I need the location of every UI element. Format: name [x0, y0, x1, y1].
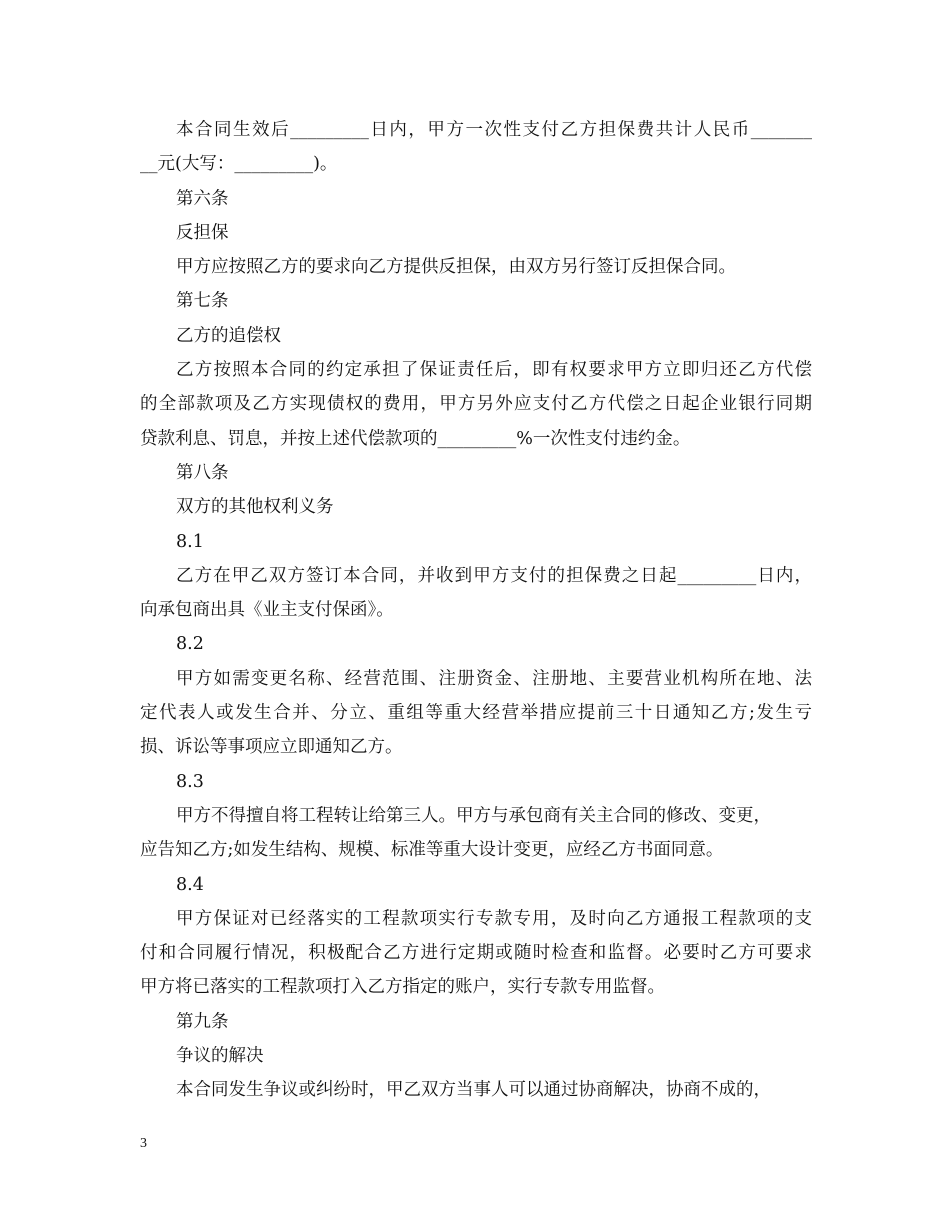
text-line: 8.4 [176, 874, 204, 895]
text-line: 争议的解决 [176, 1046, 264, 1067]
text-line: 8.3 [176, 771, 204, 792]
text-line: 乙方按照本合同的约定承担了保证责任后，即有权要求甲方立即归还乙方代偿 [176, 360, 812, 381]
text-line: __元(大写：_________)。 [140, 154, 338, 175]
text-line: 乙方的追偿权 [176, 325, 281, 346]
text-line: 甲方如需变更名称、经营范围、注册资金、注册地、主要营业机构所在地、法 [176, 668, 812, 689]
text-line: 甲方将已落实的工程款项打入乙方指定的账户，实行专款专用监督。 [140, 977, 665, 998]
text-line: 应告知乙方;如发生结构、规模、标准等重大设计变更，应经乙方书面同意。 [140, 840, 724, 861]
text-line: 8.1 [176, 531, 204, 552]
text-line: 第九条 [176, 1011, 229, 1032]
text-line: 第七条 [176, 291, 229, 312]
document-body [140, 113, 812, 1108]
text-line: 本合同发生争议或纠纷时，甲乙双方当事人可以通过协商解决，协商不成的， [176, 1080, 771, 1101]
text-line: 向承包商出具《业主支付保函》。 [140, 600, 394, 621]
text-line: 的全部款项及乙方实现债权的费用，甲方另外应支付乙方代偿之日起企业银行同期 [140, 394, 812, 415]
text-line: 8.2 [176, 634, 204, 655]
text-line: 付和合同履行情况，积极配合乙方进行定期或随时检查和监督。必要时乙方可要求 [140, 943, 812, 964]
page-number: 3 [140, 1136, 147, 1151]
text-line: 甲方不得擅自将工程转让给第三人。甲方与承包商有关主合同的修改、变更， [176, 805, 771, 826]
text-line: 甲方保证对已经落实的工程款项实行专款专用，及时向乙方通报工程款项的支 [176, 908, 812, 929]
text-line: 甲方应按照乙方的要求向乙方提供反担保，由双方另行签订反担保合同。 [176, 257, 736, 278]
text-line: 本合同生效后_________日内，甲方一次性支付乙方担保费共计人民币_______ [176, 120, 812, 140]
text-line: 损、诉讼等事项应立即通知乙方。 [140, 737, 403, 758]
text-line: 第六条 [176, 188, 229, 209]
text-line: 反担保 [176, 222, 229, 243]
text-line: 定代表人或发生合并、分立、重组等重大经营举措应提前三十日通知乙方;发生亏 [140, 703, 812, 724]
text-line: 贷款利息、罚息，并按上述代偿款项的_________%一次性支付违约金。 [140, 428, 691, 449]
text-line: 第八条 [176, 462, 229, 483]
text-line: 乙方在甲乙双方签订本合同，并收到甲方支付的担保费之日起_________日内， [176, 565, 812, 586]
text-line: 双方的其他权利义务 [176, 497, 334, 518]
